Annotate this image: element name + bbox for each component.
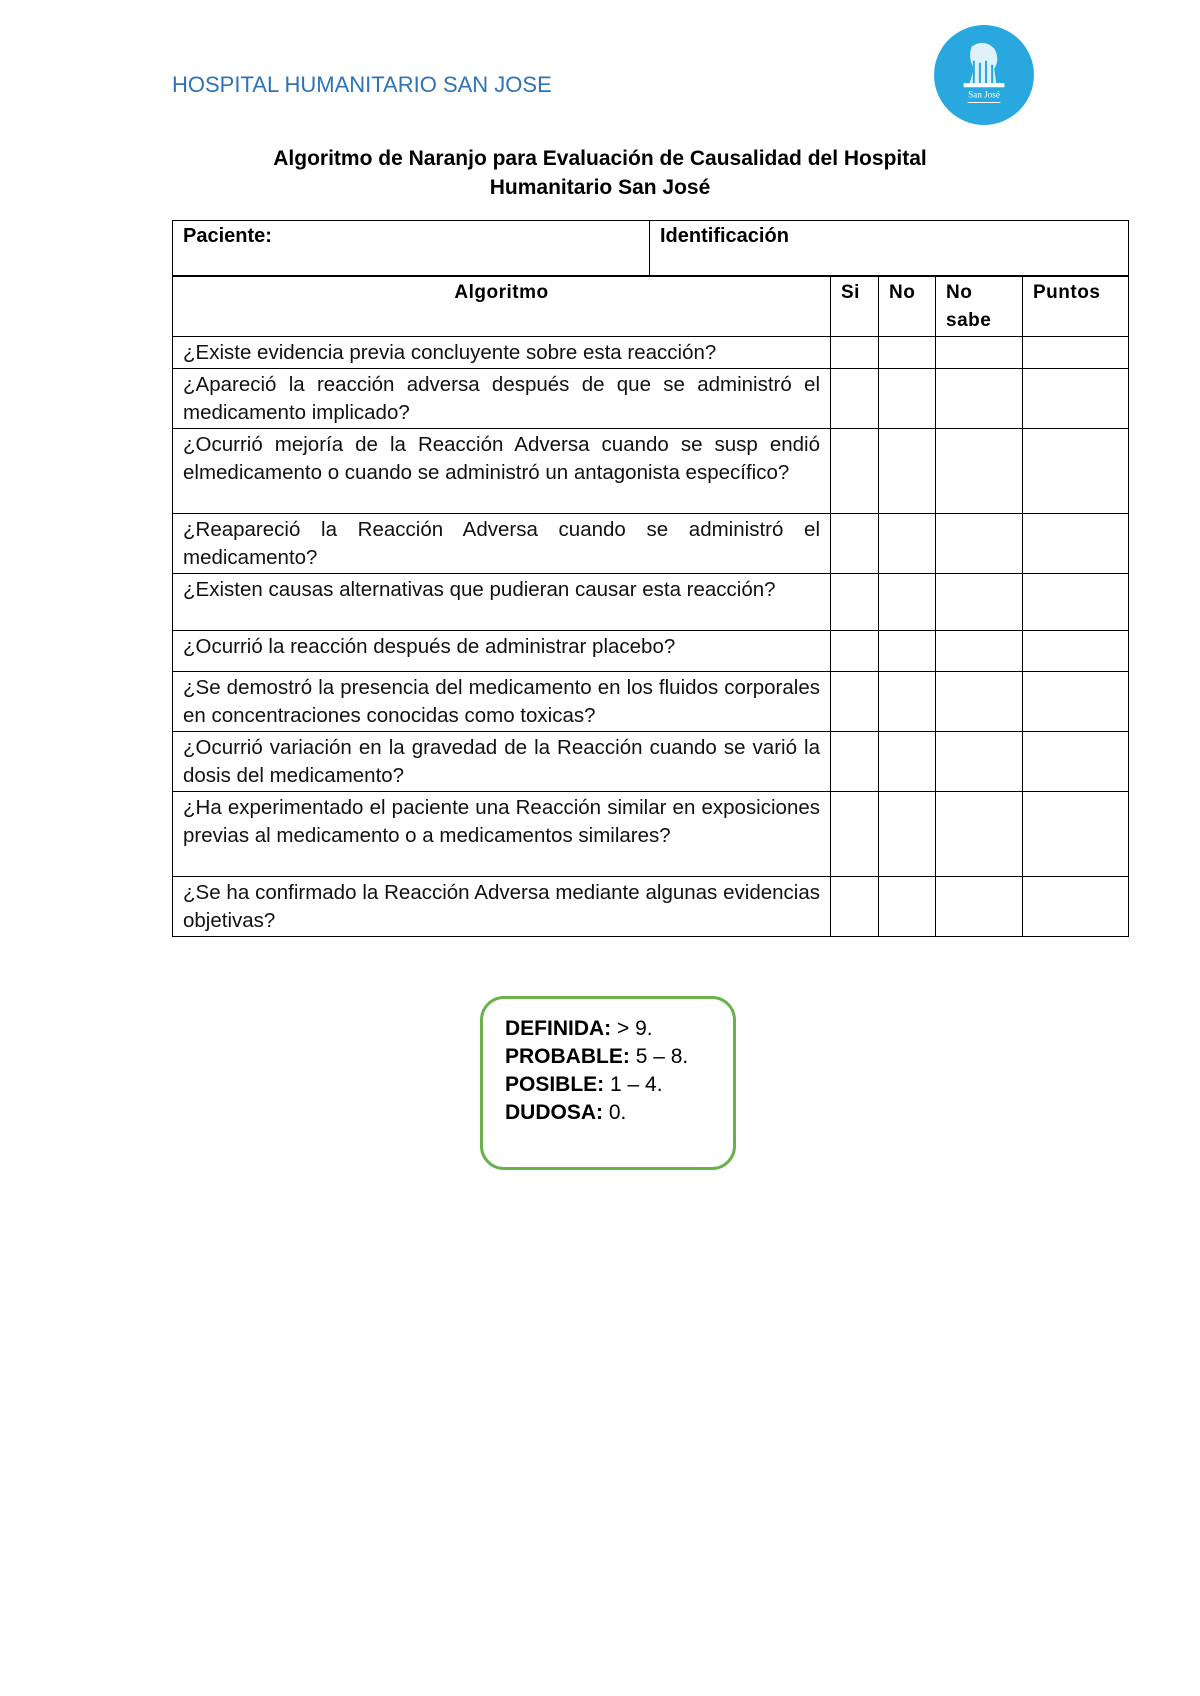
- probable-label: PROBABLE:: [505, 1045, 630, 1068]
- yes-cell[interactable]: [831, 574, 879, 631]
- question-cell: ¿Ocurrió mejoría de la Reacción Adversa cuando se susp endió elmedicamento o cuando se administró un antagonista específico?: [173, 429, 831, 514]
- posible-value: 1 – 4.: [610, 1073, 663, 1096]
- definida-label: DEFINIDA:: [505, 1017, 612, 1040]
- yes-cell[interactable]: [831, 337, 879, 369]
- points-cell[interactable]: [1023, 574, 1129, 631]
- points-cell[interactable]: [1023, 792, 1129, 877]
- yes-cell[interactable]: [831, 732, 879, 792]
- header-algorithm: Algoritmo: [173, 277, 831, 337]
- unknown-cell[interactable]: [936, 574, 1023, 631]
- dudosa-label: DUDOSA:: [505, 1101, 603, 1124]
- no-cell[interactable]: [879, 369, 936, 429]
- unknown-cell[interactable]: [936, 337, 1023, 369]
- header-points: Puntos: [1023, 277, 1129, 337]
- table-row: [173, 337, 1129, 369]
- table-row: [173, 631, 1129, 672]
- unknown-cell[interactable]: [936, 792, 1023, 877]
- no-cell[interactable]: [879, 732, 936, 792]
- points-cell[interactable]: [1023, 369, 1129, 429]
- probable-value: 5 – 8.: [635, 1045, 689, 1068]
- no-cell[interactable]: [879, 792, 936, 877]
- legend-probable: [505, 1043, 711, 1071]
- yes-cell[interactable]: [831, 672, 879, 732]
- title-line-1: Algoritmo de Naranjo para Evaluación de Causalidad del Hospital: [273, 147, 927, 170]
- yes-cell[interactable]: [831, 429, 879, 514]
- no-cell[interactable]: [879, 337, 936, 369]
- unknown-cell[interactable]: [936, 672, 1023, 732]
- table-header-row: [173, 277, 1129, 337]
- header-yes: Si: [831, 277, 879, 337]
- patient-label: Paciente:: [183, 225, 272, 247]
- table-row: [173, 672, 1129, 732]
- header-unknown: No sabe: [936, 277, 1023, 337]
- points-cell[interactable]: [1023, 631, 1129, 672]
- yes-cell[interactable]: [831, 369, 879, 429]
- unknown-cell[interactable]: [936, 514, 1023, 574]
- unknown-cell[interactable]: [936, 877, 1023, 937]
- hospital-logo: [933, 24, 1035, 126]
- algorithm-table: [172, 276, 1129, 937]
- table-row: [173, 369, 1129, 429]
- points-cell[interactable]: [1023, 429, 1129, 514]
- question-cell: ¿Existen causas alternativas que pudieran causar esta reacción?: [173, 574, 831, 631]
- yes-cell[interactable]: [831, 877, 879, 937]
- question-cell: ¿Ha experimentado el paciente una Reacción similar en exposiciones previas al medicamento o a medicamentos similares?: [173, 792, 831, 877]
- question-cell: ¿Existe evidencia previa concluyente sobre esta reacción?: [173, 337, 831, 369]
- question-cell: ¿Ocurrió la reacción después de administrar placebo?: [173, 631, 831, 672]
- dudosa-value: 0.: [608, 1101, 627, 1124]
- no-cell[interactable]: [879, 574, 936, 631]
- question-cell: ¿Apareció la reacción adversa después de que se administró el medicamento implicado?: [173, 369, 831, 429]
- title-line-2: Humanitario San José: [489, 176, 711, 199]
- legend-definida: [505, 1015, 711, 1043]
- points-cell[interactable]: [1023, 732, 1129, 792]
- no-cell[interactable]: [879, 429, 936, 514]
- identification-cell[interactable]: [650, 221, 1129, 276]
- document-title: [172, 144, 1028, 202]
- table-row: [173, 429, 1129, 514]
- points-cell[interactable]: [1023, 877, 1129, 937]
- patient-table: [172, 220, 1129, 276]
- unknown-cell[interactable]: [936, 631, 1023, 672]
- no-cell[interactable]: [879, 877, 936, 937]
- posible-label: POSIBLE:: [505, 1073, 605, 1096]
- points-cell[interactable]: [1023, 514, 1129, 574]
- table-row: [173, 732, 1129, 792]
- table-row: [173, 574, 1129, 631]
- question-cell: ¿Ocurrió variación en la gravedad de la Reacción cuando se varió la dosis del medicamento?: [173, 732, 831, 792]
- hospital-name: HOSPITAL HUMANITARIO SAN JOSE: [172, 72, 552, 97]
- unknown-cell[interactable]: [936, 429, 1023, 514]
- yes-cell[interactable]: [831, 514, 879, 574]
- causality-legend: [480, 996, 736, 1170]
- legend-dudosa: [505, 1099, 711, 1127]
- table-row: [173, 792, 1129, 877]
- points-cell[interactable]: [1023, 337, 1129, 369]
- no-cell[interactable]: [879, 672, 936, 732]
- question-cell: ¿Se ha confirmado la Reacción Adversa mediante algunas evidencias objetivas?: [173, 877, 831, 937]
- yes-cell[interactable]: [831, 792, 879, 877]
- question-cell: ¿Se demostró la presencia del medicamento en los fluidos corporales en concentraciones conocidas como toxicas?: [173, 672, 831, 732]
- points-cell[interactable]: [1023, 672, 1129, 732]
- yes-cell[interactable]: [831, 631, 879, 672]
- question-cell: ¿Reapareció la Reacción Adversa cuando se administró el medicamento?: [173, 514, 831, 574]
- table-row: [173, 514, 1129, 574]
- svg-text:San José: San José: [968, 89, 1000, 100]
- patient-cell[interactable]: [173, 221, 650, 276]
- unknown-cell[interactable]: [936, 369, 1023, 429]
- legend-posible: [505, 1071, 711, 1099]
- identification-label: Identificación: [660, 225, 789, 247]
- definida-value: > 9.: [617, 1017, 653, 1040]
- unknown-cell[interactable]: [936, 732, 1023, 792]
- table-row: [173, 877, 1129, 937]
- no-cell[interactable]: [879, 631, 936, 672]
- header-no: No: [879, 277, 936, 337]
- no-cell[interactable]: [879, 514, 936, 574]
